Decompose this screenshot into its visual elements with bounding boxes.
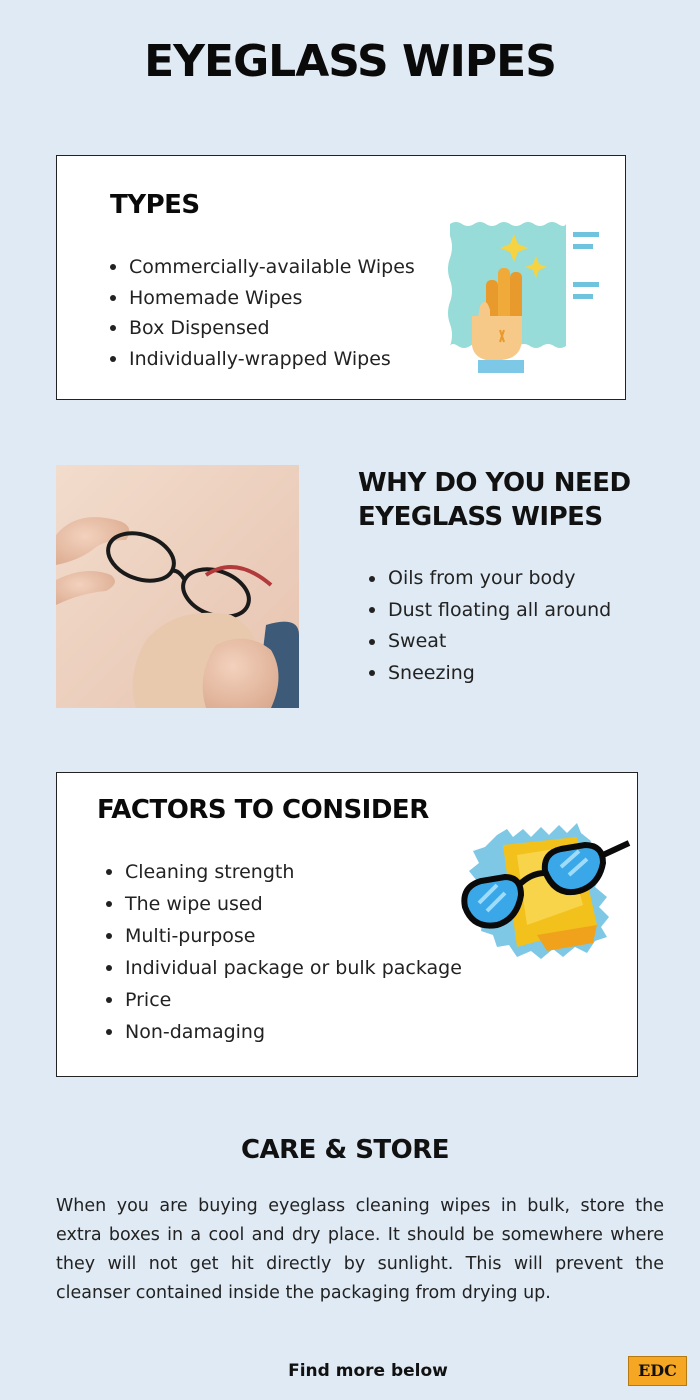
list-item: The wipe used xyxy=(104,888,462,920)
list-item: Oils from your body xyxy=(367,563,611,595)
list-item: Non-damaging xyxy=(104,1016,462,1048)
care-heading: CARE & STORE xyxy=(240,1135,450,1165)
list-item: Price xyxy=(104,984,462,1016)
edc-logo: EDC xyxy=(628,1356,687,1386)
factors-heading: FACTORS TO CONSIDER xyxy=(97,795,429,825)
list-item: Box Dispensed xyxy=(108,313,415,344)
why-heading-line1: WHY DO YOU NEED xyxy=(358,468,631,498)
page-title: EYEGLASS WIPES xyxy=(144,36,556,87)
list-item: Cleaning strength xyxy=(104,856,462,888)
list-item: Commercially-available Wipes xyxy=(108,252,415,283)
types-card xyxy=(56,155,626,400)
list-item: Sneezing xyxy=(367,658,611,690)
why-list xyxy=(367,563,611,689)
list-item: Dust floating all around xyxy=(367,595,611,627)
list-item: Homemade Wipes xyxy=(108,283,415,314)
types-heading: TYPES xyxy=(110,190,200,220)
list-item: Individually-wrapped Wipes xyxy=(108,344,415,375)
hand-wiping-icon xyxy=(442,220,602,380)
list-item: Individual package or bulk package xyxy=(104,952,462,984)
glasses-cloth-icon xyxy=(457,815,637,965)
factors-list xyxy=(104,856,462,1048)
find-more-link[interactable]: Find more below xyxy=(288,1361,448,1381)
list-item: Multi-purpose xyxy=(104,920,462,952)
photo-hands-cleaning-glasses xyxy=(56,465,299,708)
factors-card xyxy=(56,772,638,1077)
care-paragraph: When you are buying eyeglass cleaning wipes in bulk, store the extra boxes in a cool and dry place. It should be somewhere where they will not get hit directly by sunlight. This will prevent the cleanser contained inside the packaging from drying up. xyxy=(56,1196,664,1303)
why-heading-line2: EYEGLASS WIPES xyxy=(358,502,603,532)
list-item: Sweat xyxy=(367,626,611,658)
why-heading xyxy=(358,466,678,534)
types-list xyxy=(108,252,415,374)
